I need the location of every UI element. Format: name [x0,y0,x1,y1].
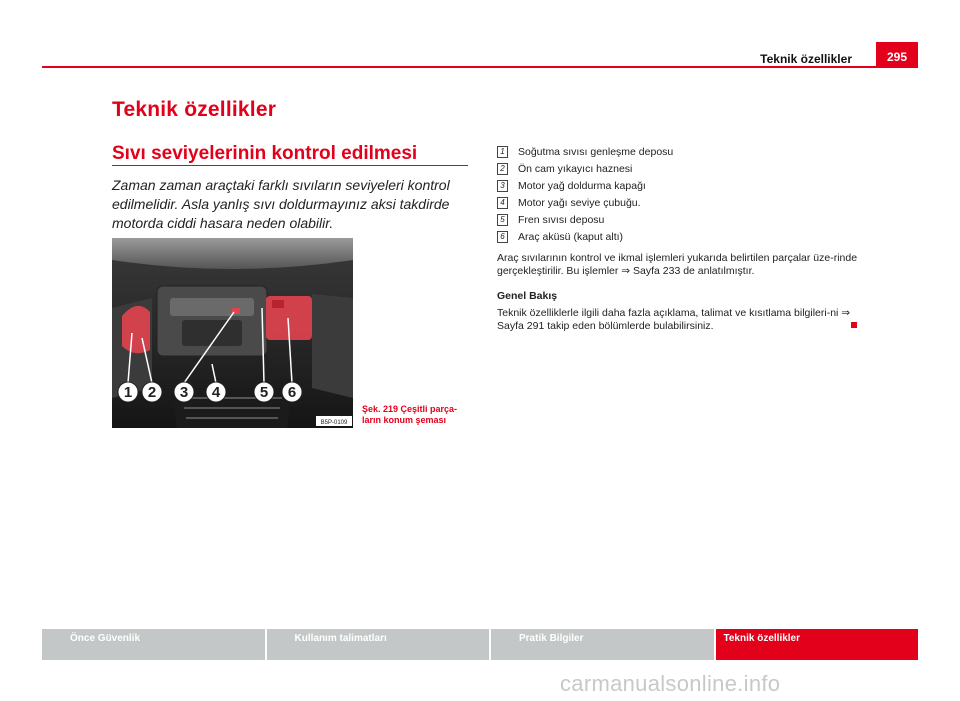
paragraph-overview: Teknik özelliklerle ilgili daha fazla açıklama, talimat ve kısıtlama bilgileri-ni ⇒ Sayfa 291 takip eden bölümlerde bulabilirsiniz. [497,307,851,332]
footer-nav [42,629,918,660]
engine-bay-figure [112,238,353,428]
marker-2 [142,382,162,402]
figure-code: B5P-0109 [320,420,348,426]
legend-number: 4 [497,197,508,209]
footer-tab-technical[interactable]: Teknik özellikler [716,629,919,660]
marker-4 [206,382,226,402]
legend-item [497,211,857,228]
legend-item [497,160,857,177]
svg-text:1: 1 [123,384,133,401]
svg-text:4: 4 [211,384,221,401]
marker-1 [118,382,138,402]
legend-text: Motor yağ doldurma kapağı [518,179,646,192]
paragraph-fluid-check: Araç sıvılarının kontrol ve ikmal işlemleri yukarıda belirtilen parçalar üze-rinde gerçekleştirilir. Bu işlemler ⇒ Sayfa 233 de anlatılmıştır. [497,252,858,277]
coolant-tank-highlight [122,306,150,353]
legend-text: Araç aküsü (kaput altı) [518,230,624,243]
section-end-marker [851,322,857,328]
legend-item [497,177,857,194]
legend-list [497,143,857,245]
header-title: Teknik özellikler [760,52,852,66]
section-divider [112,165,468,166]
figure-caption: Şek. 219 Çeşitli parça-ların konum şeması [362,404,458,425]
legend-text: Ön cam yıkayıcı haznesi [518,162,633,175]
legend-text: Motor yağı seviye çubuğu. [518,196,641,209]
legend-number: 6 [497,231,508,243]
footer-tab-safety[interactable]: Önce Güvenlik [42,629,265,660]
section-title: Sıvı seviyelerinin kontrol edilmesi [112,143,418,164]
legend-text: Soğutma sıvısı genleşme deposu [518,145,674,158]
legend-item [497,194,857,211]
marker-6 [282,382,302,402]
svg-text:3: 3 [179,384,189,401]
legend-number: 5 [497,214,508,226]
header-divider [42,66,918,68]
legend-number: 2 [497,163,508,175]
legend-item [497,143,857,160]
engine-bay-illustration [112,238,353,428]
svg-text:5: 5 [259,384,269,401]
page-title: Teknik özellikler [112,98,277,121]
legend-number: 1 [497,146,508,158]
svg-text:6: 6 [287,384,297,401]
intro-text: Zaman zaman araçtaki farklı sıvıların seviyeleri kontrol edilmelidir. Asla yanlış sıvı doldurmayınız aksi takdirde motorda ciddi hasara neden olabilir. [112,177,450,231]
marker-5 [254,382,274,402]
legend-number: 3 [497,180,508,192]
footer-tab-practical[interactable]: Pratik Bilgiler [491,629,714,660]
watermark: carmanualsonline.info [560,671,781,696]
footer-tab-operation[interactable]: Kullanım talimatları [267,629,490,660]
legend-text: Fren sıvısı deposu [518,213,605,226]
subheading-overview: Genel Bakış [497,290,558,302]
page-number: 295 [876,42,918,68]
legend-item [497,228,857,245]
marker-3 [174,382,194,402]
svg-text:2: 2 [147,384,157,401]
